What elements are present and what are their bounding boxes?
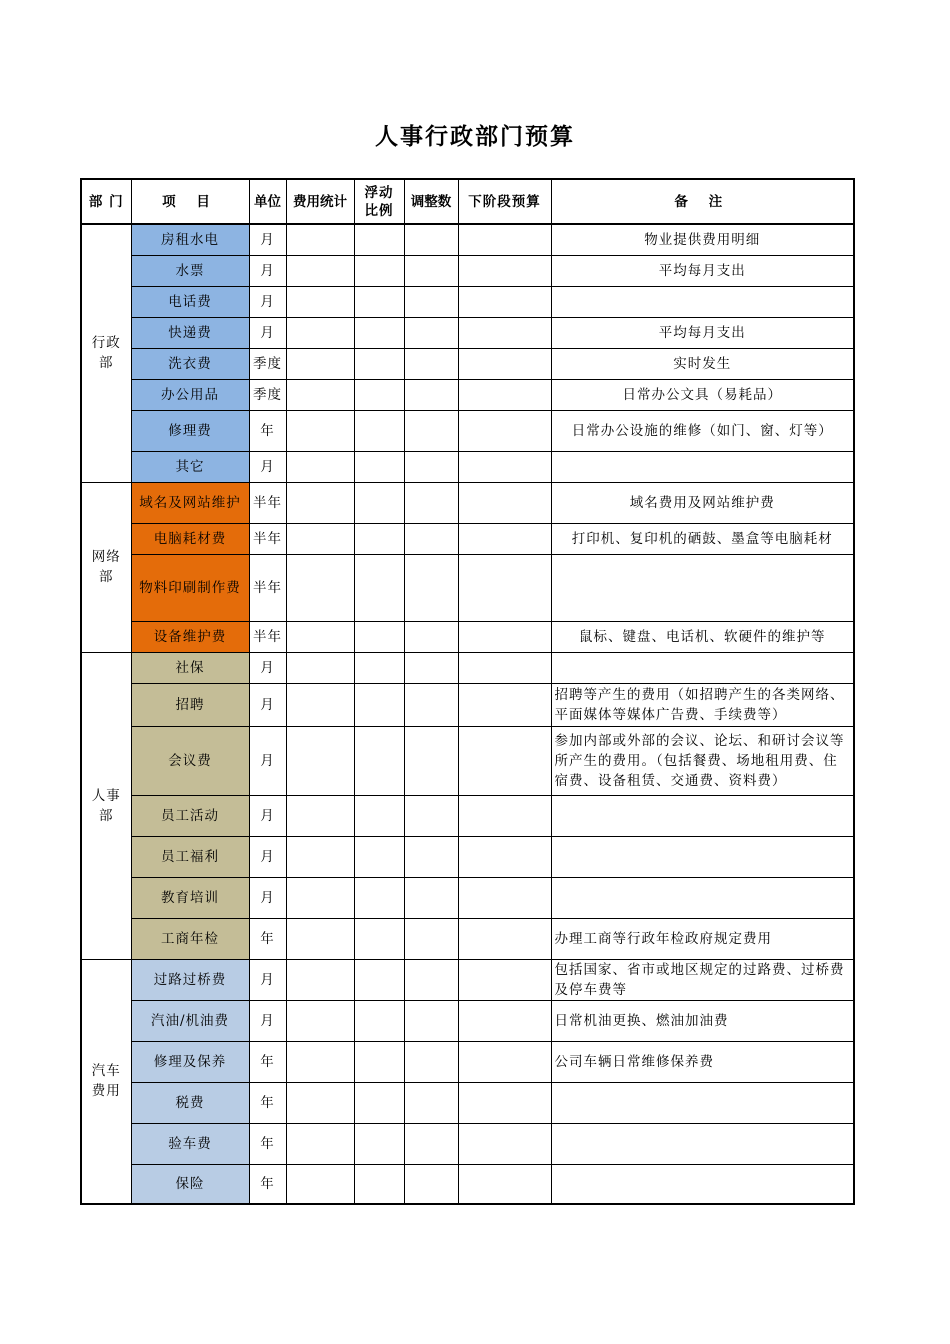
unit-cell: 月 xyxy=(249,652,286,683)
item-cell: 其它 xyxy=(131,451,249,482)
adjust-cell[interactable] xyxy=(404,451,458,482)
item-cell: 物料印刷制作费 xyxy=(131,554,249,621)
unit-cell: 月 xyxy=(249,1000,286,1041)
next-budget-cell[interactable] xyxy=(458,348,551,379)
stats-cell[interactable] xyxy=(286,317,354,348)
stats-cell[interactable] xyxy=(286,836,354,877)
item-cell: 修理及保养 xyxy=(131,1041,249,1082)
unit-cell: 月 xyxy=(249,959,286,1000)
next-budget-cell[interactable] xyxy=(458,523,551,554)
unit-cell: 月 xyxy=(249,224,286,255)
stats-cell[interactable] xyxy=(286,683,354,726)
float-cell[interactable] xyxy=(354,379,404,410)
stats-cell[interactable] xyxy=(286,1000,354,1041)
unit-cell: 半年 xyxy=(249,482,286,523)
item-cell: 快递费 xyxy=(131,317,249,348)
note-cell: 打印机、复印机的硒鼓、墨盒等电脑耗材 xyxy=(551,523,854,554)
item-cell: 验车费 xyxy=(131,1123,249,1164)
note-text: 参加内部或外部的会议、论坛、和研讨会议等所产生的费用。（包括餐费、场地租用费、住宿费、设备租赁、交通费、资料费） xyxy=(554,732,845,789)
table-row xyxy=(81,348,854,379)
float-cell[interactable] xyxy=(354,621,404,652)
unit-cell: 月 xyxy=(249,683,286,726)
unit-cell: 月 xyxy=(249,795,286,836)
table-row xyxy=(81,1041,854,1082)
note-cell xyxy=(551,1164,854,1204)
item-cell: 房租水电 xyxy=(131,224,249,255)
next-budget-cell[interactable] xyxy=(458,1000,551,1041)
float-cell[interactable] xyxy=(354,451,404,482)
next-budget-cell[interactable] xyxy=(458,224,551,255)
adjust-cell[interactable] xyxy=(404,683,458,726)
float-cell[interactable] xyxy=(354,877,404,918)
stats-cell[interactable] xyxy=(286,1123,354,1164)
note-cell xyxy=(551,836,854,877)
next-budget-cell[interactable] xyxy=(458,877,551,918)
next-budget-cell[interactable] xyxy=(458,683,551,726)
next-budget-cell[interactable] xyxy=(458,959,551,1000)
unit-cell: 月 xyxy=(249,317,286,348)
table-row xyxy=(81,836,854,877)
adjust-cell[interactable] xyxy=(404,286,458,317)
adjust-cell[interactable] xyxy=(404,554,458,621)
unit-cell: 半年 xyxy=(249,621,286,652)
header-note: 备 注 xyxy=(551,179,854,224)
float-cell[interactable] xyxy=(354,224,404,255)
next-budget-cell[interactable] xyxy=(458,255,551,286)
page-title: 人事行政部门预算 xyxy=(375,124,575,150)
unit-cell: 月 xyxy=(249,286,286,317)
float-cell[interactable] xyxy=(354,836,404,877)
note-cell xyxy=(551,1082,854,1123)
next-budget-cell[interactable] xyxy=(458,652,551,683)
stats-cell[interactable] xyxy=(286,621,354,652)
note-text: 招聘等产生的费用（如招聘产生的各类网络、平面媒体等媒体广告费、手续费等） xyxy=(554,686,845,723)
float-cell[interactable] xyxy=(354,317,404,348)
table-row xyxy=(81,621,854,652)
note-cell: 鼠标、键盘、电话机、软硬件的维护等 xyxy=(551,621,854,652)
unit-cell: 半年 xyxy=(249,554,286,621)
stats-cell[interactable] xyxy=(286,795,354,836)
note-cell xyxy=(551,795,854,836)
table-row xyxy=(81,683,854,726)
note-cell: 办理工商等行政年检政府规定费用 xyxy=(551,918,854,959)
dept-cell: 行政 部 xyxy=(81,224,131,482)
next-budget-cell[interactable] xyxy=(458,410,551,451)
unit-cell: 月 xyxy=(249,836,286,877)
note-cell xyxy=(551,652,854,683)
item-cell: 水票 xyxy=(131,255,249,286)
note-cell xyxy=(551,286,854,317)
next-budget-cell[interactable] xyxy=(458,286,551,317)
note-cell xyxy=(551,683,854,726)
float-cell[interactable] xyxy=(354,652,404,683)
stats-cell[interactable] xyxy=(286,877,354,918)
stats-cell[interactable] xyxy=(286,379,354,410)
item-cell: 员工福利 xyxy=(131,836,249,877)
float-cell[interactable] xyxy=(354,726,404,795)
next-budget-cell[interactable] xyxy=(458,795,551,836)
adjust-cell[interactable] xyxy=(404,1164,458,1204)
dept-cell: 网络 部 xyxy=(81,482,131,652)
next-budget-cell[interactable] xyxy=(458,1082,551,1123)
header-stats: 费用统计 xyxy=(286,179,354,224)
next-budget-cell[interactable] xyxy=(458,621,551,652)
unit-cell: 月 xyxy=(249,877,286,918)
adjust-cell[interactable] xyxy=(404,348,458,379)
item-cell: 洗衣费 xyxy=(131,348,249,379)
note-cell: 日常办公设施的维修（如门、窗、灯等） xyxy=(551,410,854,451)
stats-cell[interactable] xyxy=(286,554,354,621)
table-row xyxy=(81,286,854,317)
stats-cell[interactable] xyxy=(286,918,354,959)
unit-cell: 年 xyxy=(249,918,286,959)
float-cell[interactable] xyxy=(354,348,404,379)
adjust-cell[interactable] xyxy=(404,482,458,523)
table-row xyxy=(81,918,854,959)
table-row xyxy=(81,554,854,621)
float-cell[interactable] xyxy=(354,410,404,451)
stats-cell[interactable] xyxy=(286,255,354,286)
item-cell: 设备维护费 xyxy=(131,621,249,652)
table-row xyxy=(81,379,854,410)
budget-table xyxy=(80,178,855,1205)
item-cell: 工商年检 xyxy=(131,918,249,959)
unit-cell: 年 xyxy=(249,1123,286,1164)
item-cell: 招聘 xyxy=(131,683,249,726)
table-row xyxy=(81,1000,854,1041)
note-cell: 域名费用及网站维护费 xyxy=(551,482,854,523)
table-row xyxy=(81,1082,854,1123)
float-cell[interactable] xyxy=(354,1164,404,1204)
note-cell: 平均每月支出 xyxy=(551,317,854,348)
adjust-cell[interactable] xyxy=(404,918,458,959)
table-row xyxy=(81,726,854,795)
note-cell: 公司车辆日常维修保养费 xyxy=(551,1041,854,1082)
note-cell xyxy=(551,451,854,482)
header-next: 下阶段预算 xyxy=(458,179,551,224)
float-cell[interactable] xyxy=(354,286,404,317)
stats-cell[interactable] xyxy=(286,1082,354,1123)
dept-cell: 人事 部 xyxy=(81,652,131,959)
adjust-cell[interactable] xyxy=(404,877,458,918)
table-row xyxy=(81,795,854,836)
adjust-cell[interactable] xyxy=(404,836,458,877)
float-cell[interactable] xyxy=(354,683,404,726)
adjust-cell[interactable] xyxy=(404,1041,458,1082)
next-budget-cell[interactable] xyxy=(458,836,551,877)
float-cell[interactable] xyxy=(354,1123,404,1164)
adjust-cell[interactable] xyxy=(404,379,458,410)
unit-cell: 季度 xyxy=(249,348,286,379)
table-row xyxy=(81,877,854,918)
note-cell: 实时发生 xyxy=(551,348,854,379)
stats-cell[interactable] xyxy=(286,451,354,482)
note-cell: 日常办公文具（易耗品） xyxy=(551,379,854,410)
float-cell[interactable] xyxy=(354,959,404,1000)
float-cell[interactable] xyxy=(354,554,404,621)
unit-cell: 年 xyxy=(249,1164,286,1204)
table-row xyxy=(81,451,854,482)
next-budget-cell[interactable] xyxy=(458,451,551,482)
adjust-cell[interactable] xyxy=(404,224,458,255)
float-cell[interactable] xyxy=(354,918,404,959)
stats-cell[interactable] xyxy=(286,1041,354,1082)
adjust-cell[interactable] xyxy=(404,621,458,652)
table-row xyxy=(81,482,854,523)
adjust-cell[interactable] xyxy=(404,1000,458,1041)
note-cell: 包括国家、省市或地区规定的过路费、过桥费及停车费等 xyxy=(551,959,854,1000)
unit-cell: 月 xyxy=(249,255,286,286)
unit-cell: 半年 xyxy=(249,523,286,554)
stats-cell[interactable] xyxy=(286,523,354,554)
table-row xyxy=(81,317,854,348)
float-cell[interactable] xyxy=(354,1082,404,1123)
item-cell: 过路过桥费 xyxy=(131,959,249,1000)
note-cell: 物业提供费用明细 xyxy=(551,224,854,255)
float-cell[interactable] xyxy=(354,795,404,836)
stats-cell[interactable] xyxy=(286,959,354,1000)
header-item: 项 目 xyxy=(131,179,249,224)
item-cell: 电脑耗材费 xyxy=(131,523,249,554)
float-cell[interactable] xyxy=(354,1041,404,1082)
item-cell: 员工活动 xyxy=(131,795,249,836)
item-cell: 税费 xyxy=(131,1082,249,1123)
table-row xyxy=(81,523,854,554)
item-cell: 域名及网站维护 xyxy=(131,482,249,523)
float-cell[interactable] xyxy=(354,482,404,523)
header-float: 浮动 比例 xyxy=(354,179,404,224)
header-row xyxy=(81,179,854,224)
unit-cell: 月 xyxy=(249,451,286,482)
adjust-cell[interactable] xyxy=(404,523,458,554)
header-unit: 单位 xyxy=(249,179,286,224)
item-cell: 电话费 xyxy=(131,286,249,317)
note-cell xyxy=(551,554,854,621)
float-cell[interactable] xyxy=(354,255,404,286)
note-cell: 日常机油更换、燃油加油费 xyxy=(551,1000,854,1041)
adjust-cell[interactable] xyxy=(404,255,458,286)
table-row xyxy=(81,224,854,255)
table-row xyxy=(81,255,854,286)
note-cell xyxy=(551,1123,854,1164)
float-cell[interactable] xyxy=(354,523,404,554)
header-adjust: 调整数 xyxy=(404,179,458,224)
item-cell: 保险 xyxy=(131,1164,249,1204)
item-cell: 办公用品 xyxy=(131,379,249,410)
next-budget-cell[interactable] xyxy=(458,1123,551,1164)
item-cell: 会议费 xyxy=(131,726,249,795)
note-cell: 平均每月支出 xyxy=(551,255,854,286)
unit-cell: 年 xyxy=(249,1041,286,1082)
next-budget-cell[interactable] xyxy=(458,918,551,959)
adjust-cell[interactable] xyxy=(404,959,458,1000)
next-budget-cell[interactable] xyxy=(458,726,551,795)
stats-cell[interactable] xyxy=(286,726,354,795)
stats-cell[interactable] xyxy=(286,348,354,379)
unit-cell: 季度 xyxy=(249,379,286,410)
dept-cell: 汽车 费用 xyxy=(81,959,131,1204)
next-budget-cell[interactable] xyxy=(458,482,551,523)
adjust-cell[interactable] xyxy=(404,410,458,451)
next-budget-cell[interactable] xyxy=(458,1164,551,1204)
table-row xyxy=(81,652,854,683)
stats-cell[interactable] xyxy=(286,652,354,683)
table-row xyxy=(81,1123,854,1164)
adjust-cell[interactable] xyxy=(404,317,458,348)
adjust-cell[interactable] xyxy=(404,1123,458,1164)
stats-cell[interactable] xyxy=(286,224,354,255)
unit-cell: 年 xyxy=(249,1082,286,1123)
next-budget-cell[interactable] xyxy=(458,554,551,621)
adjust-cell[interactable] xyxy=(404,652,458,683)
note-cell xyxy=(551,726,854,795)
adjust-cell[interactable] xyxy=(404,795,458,836)
header-dept: 部 门 xyxy=(81,179,131,224)
next-budget-cell[interactable] xyxy=(458,317,551,348)
item-cell: 修理费 xyxy=(131,410,249,451)
table-row xyxy=(81,410,854,451)
float-cell[interactable] xyxy=(354,1000,404,1041)
table-row xyxy=(81,1164,854,1204)
next-budget-cell[interactable] xyxy=(458,379,551,410)
next-budget-cell[interactable] xyxy=(458,1041,551,1082)
table-row xyxy=(81,959,854,1000)
item-cell: 汽油/机油费 xyxy=(131,1000,249,1041)
stats-cell[interactable] xyxy=(286,482,354,523)
item-cell: 教育培训 xyxy=(131,877,249,918)
unit-cell: 年 xyxy=(249,410,286,451)
adjust-cell[interactable] xyxy=(404,1082,458,1123)
unit-cell: 月 xyxy=(249,726,286,795)
stats-cell[interactable] xyxy=(286,1164,354,1204)
adjust-cell[interactable] xyxy=(404,726,458,795)
stats-cell[interactable] xyxy=(286,286,354,317)
item-cell: 社保 xyxy=(131,652,249,683)
stats-cell[interactable] xyxy=(286,410,354,451)
note-cell xyxy=(551,877,854,918)
